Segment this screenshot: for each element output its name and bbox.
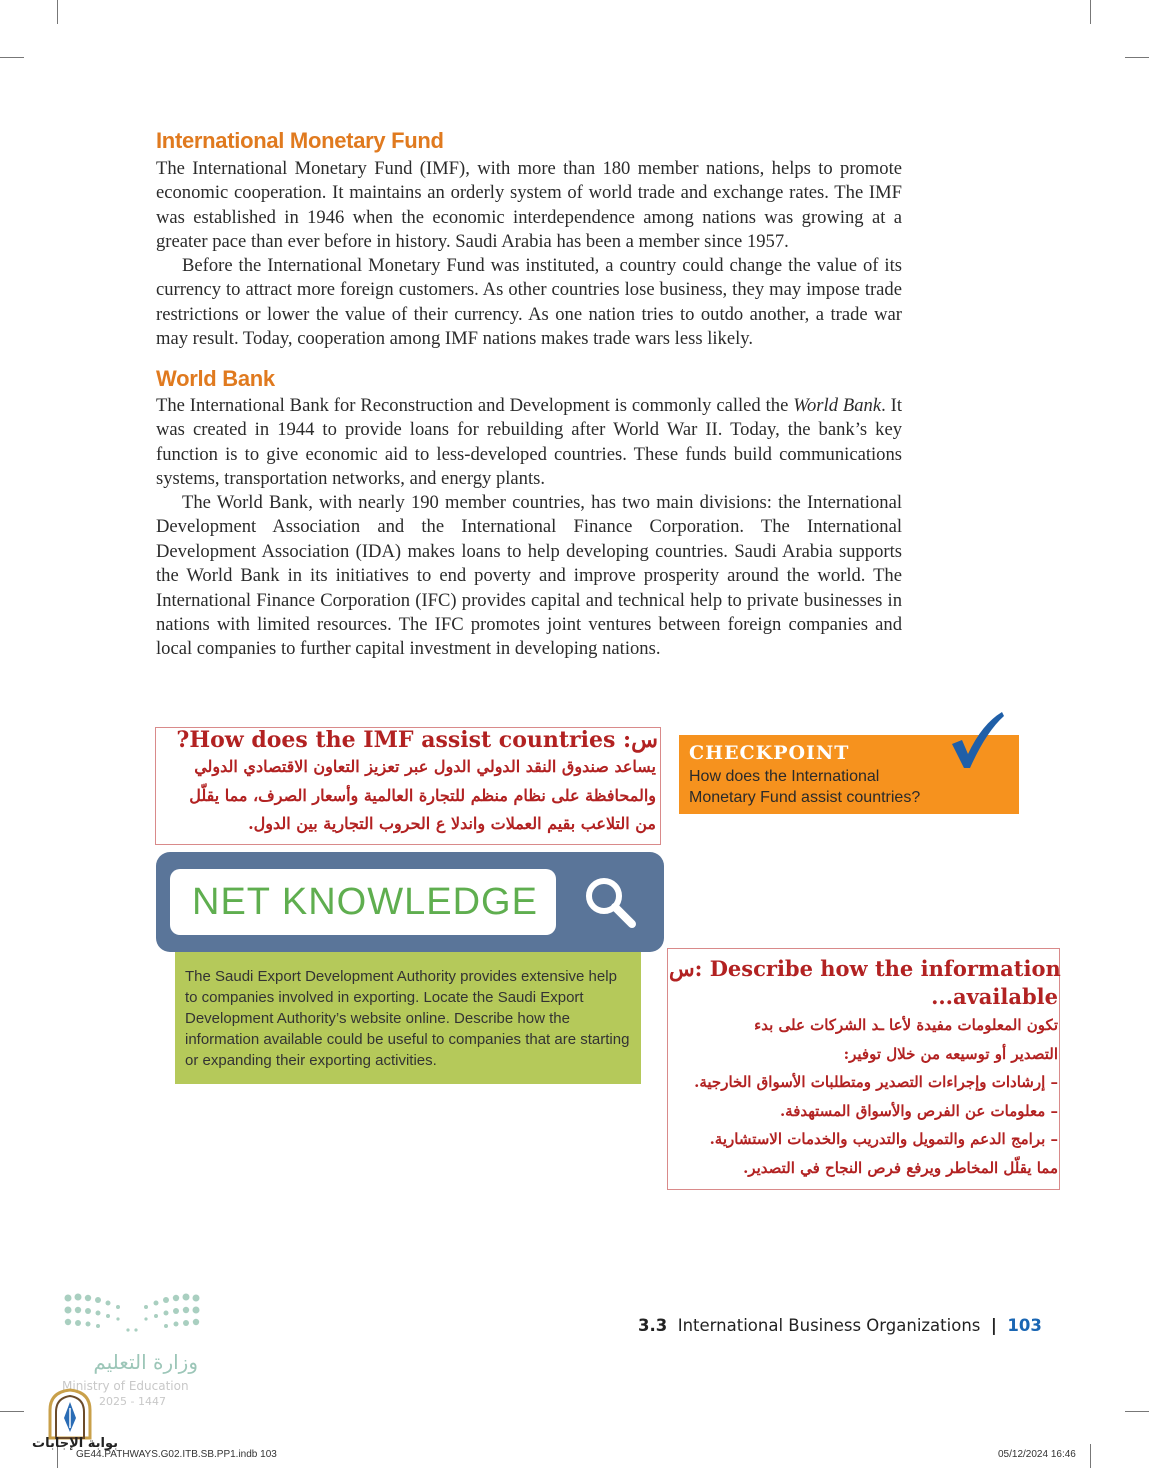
crop-mark bbox=[1090, 1444, 1091, 1468]
world-bank-heading: World Bank bbox=[156, 366, 275, 391]
describe-answer-line: – إرشادات وإجراءات التصدير ومتطلبات الأسواق الخارجية. bbox=[694, 1073, 1058, 1091]
describe-answer-box bbox=[667, 948, 1060, 1190]
describe-answer-line: مما يقلّل المخاطر ويرفع فرص النجاح في التصدير. bbox=[743, 1158, 1058, 1177]
crop-mark bbox=[0, 1411, 24, 1412]
describe-answer-line: التصدير أو توسيعه من خلال توفير: bbox=[843, 1044, 1058, 1063]
ministry-name-arabic: وزارة التعليم bbox=[93, 1350, 198, 1374]
checkmark-icon bbox=[948, 710, 1006, 770]
imf-answer-text: يساعد صندوق النقد الدولي الدول عبر تعزيز التعاون الاقتصادي الدولي والمحافظة على نظام منظم للتجارة العالمية وأسعار الصرف، مما يقلّل من التلاعب بقيم العملات واندلا ع الحروب التجارية بين الدول. bbox=[189, 757, 656, 833]
crop-mark bbox=[57, 0, 58, 24]
footer-separator: | bbox=[990, 1316, 997, 1335]
print-slug-file: GE44.PATHWAYS.G02.ITB.SB.PP1.indb 103 bbox=[76, 1449, 277, 1460]
ministry-logo-icon bbox=[62, 1290, 202, 1340]
world-bank-paragraph-2-text: The World Bank, with nearly 190 member countries, has two main divisions: the International Development Association and the International Finance Corporation. The International Development Association (IDA) makes loans to help developing countries. Saudi Arabia supports the World Bank in its initiatives to end poverty and improve prosperity around the world. The International Finance Corporation (IFC) provides capital and technical help to private businesses in nations with limited resources. The IFC promotes joint ventures between foreign companies and local companies to further capital investment in developing nations. bbox=[156, 492, 902, 660]
checkpoint-question-line-2: Monetary Fund assist countries? bbox=[689, 789, 921, 806]
net-knowledge-bar bbox=[156, 852, 664, 952]
checkpoint-title: CHECKPOINT bbox=[689, 742, 850, 764]
search-icon bbox=[582, 874, 638, 930]
crop-mark bbox=[1125, 1411, 1149, 1412]
crop-mark bbox=[1125, 57, 1149, 58]
wb-p1-after: . It was created in 1944 to provide loans for rebuilding after World War II. Today, the bank’s key function is to give economic aid to less-developed countries. These funds build communications systems, transportation networks, and energy plants. bbox=[156, 395, 902, 490]
imf-answer-question: س: How does the IMF assist countries? bbox=[176, 727, 658, 753]
ministry-name-english: Ministry of Education bbox=[62, 1379, 189, 1393]
world-bank-paragraph-1 bbox=[156, 394, 902, 492]
imf-paragraph-2-text: Before the International Monetary Fund was instituted, a country could change the value of its currency to attract more foreign customers. As other countries lose business, they may impose trade restrictions or lower the value of their currency. As one nation tries to outdo another, a trade war may result. Today, cooperation among IMF nations makes trade wars less likely. bbox=[156, 255, 902, 350]
describe-answer-question-1 bbox=[669, 955, 1061, 983]
checkpoint-question-line-1: How does the International bbox=[689, 768, 880, 785]
site-name: بوابة الإجابات bbox=[32, 1436, 118, 1451]
describe-answer-line: – معلومات عن الفرص والأسواق المستهدفة. bbox=[779, 1101, 1058, 1120]
ministry-year: 2025 - 1447 bbox=[99, 1395, 166, 1408]
world-bank-paragraph-2 bbox=[156, 491, 902, 662]
describe-answer-line: تكون المعلومات مفيدة لأعا ـد الشركات على بدء bbox=[754, 1016, 1058, 1034]
section-number: 3.3 bbox=[638, 1316, 668, 1335]
page-footer bbox=[638, 1316, 1042, 1335]
net-knowledge-description: The Saudi Export Development Authority provides extensive help to companies involved in exporting. Locate the Saudi Export Development Authority’s website online. Describe how the information available could be useful to companies that are starting or expanding their exporting activities. bbox=[175, 952, 641, 1084]
crop-mark bbox=[0, 57, 24, 58]
wb-p1-before: The International Bank for Reconstruction and Development is commonly called the bbox=[156, 395, 794, 416]
net-knowledge-title: NET KNOWLEDGE bbox=[170, 869, 556, 935]
imf-paragraph-1: The International Monetary Fund (IMF), with more than 180 member nations, helps to promote economic cooperation. It maintains an orderly system of world trade and exchange rates. The IMF was established in 1946 when the economic interdependence among nations was growing at a greater pace than ever before in history. Saudi Arabia has been a member since 1957. bbox=[156, 158, 902, 253]
crop-mark bbox=[1090, 0, 1091, 24]
print-slug-date: 05/12/2024 16:46 bbox=[998, 1449, 1076, 1460]
page-number: 103 bbox=[1007, 1316, 1042, 1335]
wb-p1-italic: World Bank bbox=[793, 395, 882, 416]
imf-answer-box bbox=[155, 727, 661, 845]
site-logo-icon bbox=[46, 1388, 94, 1440]
section-title: International Business Organizations bbox=[677, 1316, 981, 1335]
imf-paragraph-2 bbox=[156, 254, 902, 352]
describe-q1-text: س: Describe how the information bbox=[669, 956, 1061, 981]
describe-answer-line: – برامج الدعم والتمويل والتدريب والخدمات الاستشارية. bbox=[709, 1130, 1058, 1148]
describe-answer-question-2: ...available bbox=[931, 984, 1058, 1009]
imf-heading: International Monetary Fund bbox=[156, 128, 444, 153]
